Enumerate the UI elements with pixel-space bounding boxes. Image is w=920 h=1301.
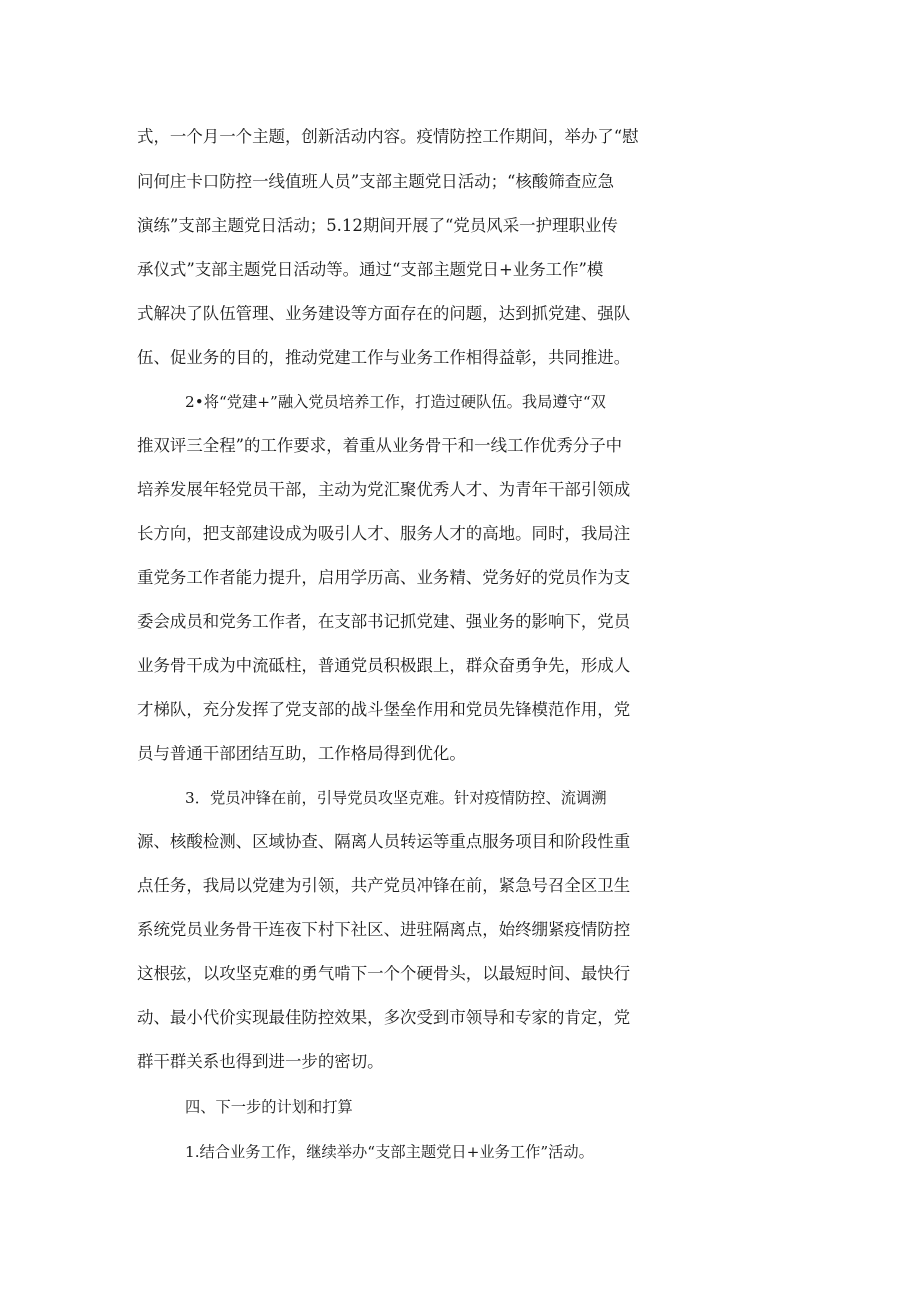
- paragraph-first-line: 3．党员冲锋在前，引导党员攻坚克难。针对疫情防控、流调溯: [185, 789, 607, 807]
- body-line: 培养发展年轻党员干部，主动为党汇聚优秀人才、为青年干部引领成: [137, 480, 631, 499]
- body-line: 式，一个月一个主题，创新活动内容。疫情防控工作期间，举办了“慰: [137, 127, 639, 146]
- body-line: 才梯队，充分发挥了党支部的战斗堡垒作用和党员先锋模范作用，党: [137, 700, 631, 719]
- body-line: 问何庄卡口防控一线值班人员”支部主题党日活动；“核酸筛查应急: [137, 172, 615, 191]
- body-line: 这根弦，以攻坚克难的勇气啃下一个个硬骨头，以最短时间、最快行: [137, 964, 631, 983]
- body-line: 点任务，我局以党建为引领，共产党员冲锋在前，紧急号召全区卫生: [137, 876, 631, 895]
- body-line: 委会成员和党务工作者，在支部书记抓党建、强业务的影响下，党员: [137, 612, 631, 631]
- body-line: 群干群关系也得到进一步的密切。: [137, 1052, 384, 1071]
- body-line: 重党务工作者能力提升，启用学历高、业务精、党务好的党员作为支: [137, 568, 631, 587]
- paragraph-first-line: 2•将“党建+”融入党员培养工作，打造过硬队伍。我局遵守“双: [185, 393, 606, 411]
- body-line: 推双评三全程”的工作要求，着重从业务骨干和一线工作优秀分子中: [137, 436, 623, 455]
- body-line: 演练”支部主题党日活动；5.12期间开展了“党员风采一护理职业传: [137, 216, 618, 235]
- body-line: 伍、促业务的目的，推动党建工作与业务工作相得益彰，共同推进。: [137, 348, 631, 367]
- body-line: 长方向，把支部建设成为吸引人才、服务人才的高地。同时，我局注: [137, 524, 631, 543]
- body-line: 源、核酸检测、区域协查、隔离人员转运等重点服务项目和阶段性重: [137, 832, 631, 851]
- section-heading: 四、下一步的计划和打算: [185, 1098, 353, 1116]
- body-line: 动、最小代价实现最佳防控效果，多次受到市领导和专家的肯定，党: [137, 1008, 631, 1027]
- body-line: 式解决了队伍管理、业务建设等方面存在的问题，达到抓党建、强队: [137, 304, 631, 323]
- body-line: 系统党员业务骨干连夜下村下社区、进驻隔离点，始终绷紧疫情防控: [137, 920, 631, 939]
- body-line: 员与普通干部团结互助，工作格局得到优化。: [137, 744, 466, 763]
- body-line: 承仪式”支部主题党日活动等。通过“支部主题党日+业务工作”模: [137, 260, 604, 279]
- body-line: 业务骨干成为中流砥柱，普通党员积极跟上，群众奋勇争先，形成人: [137, 656, 631, 675]
- paragraph-first-line: 1.结合业务工作，继续举办“支部主题党日+业务工作”活动。: [185, 1143, 594, 1161]
